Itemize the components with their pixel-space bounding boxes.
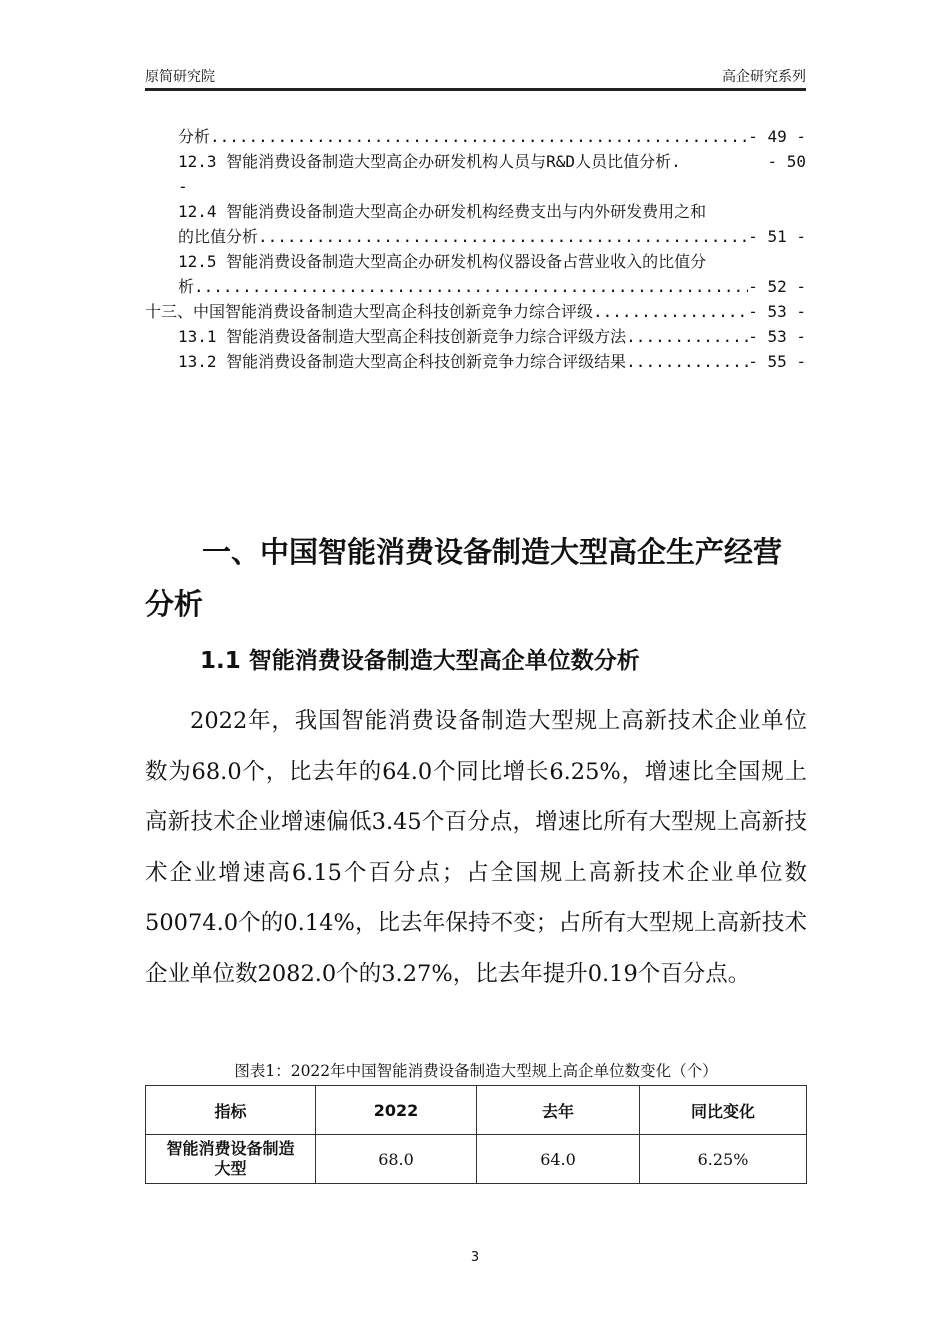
data-table — [145, 1085, 807, 1184]
section-heading: 一、中国智能消费设备制造大型高企生产经营分析 — [145, 535, 783, 621]
toc-entry-title: - — [178, 177, 188, 196]
header-cell: 同比变化 — [640, 1086, 807, 1135]
header-cell: 去年 — [477, 1086, 640, 1135]
toc-entry[interactable] — [145, 249, 806, 274]
toc-page-number: - 52 - — [748, 277, 806, 296]
toc-entry[interactable] — [145, 324, 806, 349]
subsection-heading: 1.1 智能消费设备制造大型高企单位数分析 — [200, 648, 640, 674]
toc-entry-title: 13.2 智能消费设备制造大型高企科技创新竞争力综合评级结果 — [178, 352, 627, 371]
toc-entry[interactable] — [145, 274, 806, 299]
toc-entry-title: 分析 — [178, 127, 211, 146]
toc-page-number: - 49 - — [748, 127, 806, 146]
cell-value: 64.0 — [477, 1135, 640, 1184]
toc-page-number: - 51 - — [748, 227, 806, 246]
header-cell: 指标 — [146, 1086, 316, 1135]
toc-leader-dots — [593, 299, 748, 324]
header-cell: 2022 — [316, 1086, 477, 1135]
toc-entry[interactable] — [145, 174, 806, 199]
table-of-contents — [145, 124, 806, 374]
toc-page-number: - 53 - — [748, 302, 806, 321]
page-header — [145, 64, 806, 91]
table-header-row — [146, 1086, 807, 1135]
toc-entry-title: 12.3 智能消费设备制造大型高企办研发机构人员与R&D人员比值分析. — [178, 152, 681, 171]
toc-leader-dots — [210, 124, 748, 149]
header-right: 高企研究系列 — [722, 69, 806, 85]
toc-entry[interactable] — [145, 124, 806, 149]
header-left: 原简研究院 — [145, 69, 215, 85]
toc-entry[interactable] — [145, 349, 806, 374]
toc-entry[interactable] — [145, 199, 806, 224]
toc-leader-dots — [626, 349, 748, 374]
toc-page-number: - 50 — [767, 152, 806, 171]
toc-entry-title: 析 — [178, 277, 195, 296]
toc-leader-dots — [626, 324, 748, 349]
toc-page-number: - 53 - — [748, 327, 806, 346]
cell-value: 68.0 — [316, 1135, 477, 1184]
toc-entry-title: 12.4 智能消费设备制造大型高企办研发机构经费支出与内外研发费用之和 — [178, 202, 707, 221]
toc-leader-dots — [258, 224, 748, 249]
table-caption: 图表1：2022年中国智能消费设备制造大型规上高企单位数变化（个） — [234, 1062, 718, 1080]
toc-entry[interactable] — [145, 149, 806, 174]
toc-entry-title: 13.1 智能消费设备制造大型高企科技创新竞争力综合评级方法 — [178, 327, 627, 346]
toc-entry-title: 十三、中国智能消费设备制造大型高企科技创新竞争力综合评级 — [145, 302, 594, 321]
page-number: 3 — [470, 1250, 480, 1265]
cell-value: 6.25% — [640, 1135, 807, 1184]
toc-entry-title: 的比值分析 — [178, 227, 259, 246]
row-label: 智能消费设备制造大型 — [146, 1135, 316, 1184]
toc-leader-dots — [194, 274, 748, 299]
toc-entry[interactable] — [145, 224, 806, 249]
toc-entry-title: 12.5 智能消费设备制造大型高企办研发机构仪器设备占营业收入的比值分 — [178, 252, 707, 271]
toc-page-number: - 55 - — [748, 352, 806, 371]
toc-entry[interactable] — [145, 299, 806, 324]
table-row — [146, 1135, 807, 1184]
body-paragraph: 2022年，我国智能消费设备制造大型规上高新技术企业单位数为68.0个，比去年的64.0个同比增长6.25%，增速比全国规上高新技术企业增速偏低3.45个百分点，增速比所有大型规上高新技术企业增速高6.15个百分点；占全国规上高新技术企业单位数50074.0个的0.14%，比去年保持不变；占所有大型规上高新技术企业单位数2082.0个的3.27%，比去年提升0.19个百分点。 — [145, 708, 807, 987]
